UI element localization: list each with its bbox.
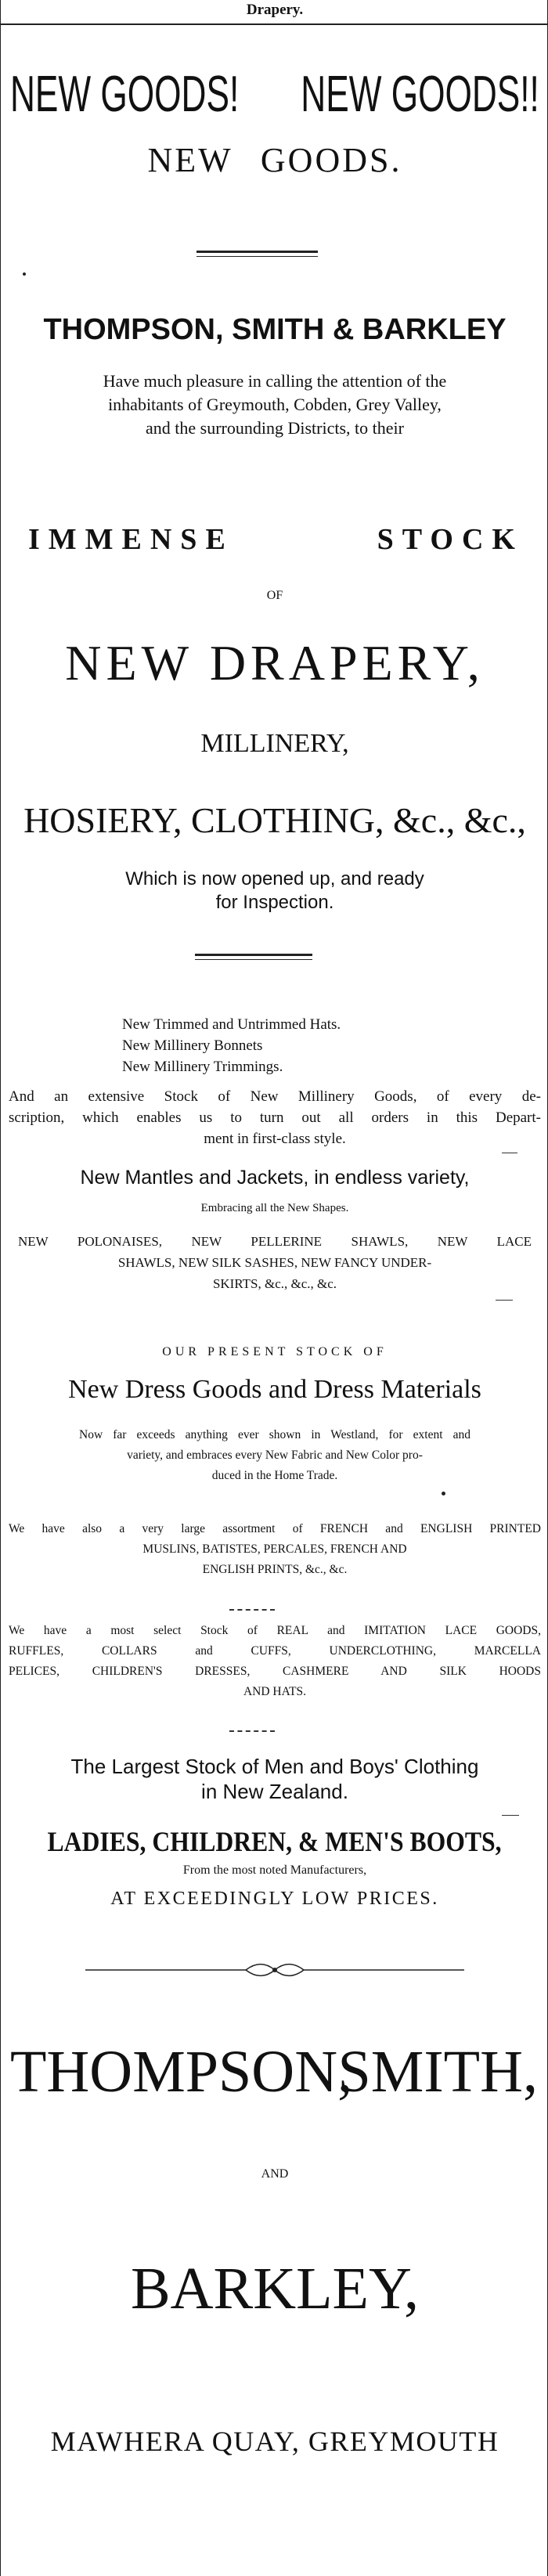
lace-line-2: RUFFLES, COLLARS and CUFFS, UNDERCLOTHING, MARCELLA [9,1644,541,1658]
thompson-heading: THOMPSON, [10,2039,353,2105]
clothing-line-2: in New Zealand. [201,1780,348,1803]
clothing-heading [1,1754,548,1804]
dress-description-line-1: Now far exceeds anything ever shown in Westland, for extent and [79,1428,470,1441]
hosiery-heading: HOSIERY, CLOTHING, &c., &c., [23,800,526,840]
short-rule [496,1300,513,1301]
polonaises-line-3: SKIRTS, &c., &c., &c. [212,1276,337,1291]
section-heading: Drapery. [246,2,304,18]
new-goods-heading-2: NEW GOODS!! [301,65,539,122]
mantles-heading: New Mantles and Jackets, in endless variety, [80,1167,470,1189]
short-rule [502,1815,519,1816]
opened-line-2: for Inspection. [215,892,334,913]
polonaises-line-1: NEW POLONAISES, NEW PELLERINE SHAWLS, NEW LACE [18,1234,532,1249]
intro-text [1,370,548,440]
lace-line-4: AND HATS. [243,1685,307,1698]
barkley-heading: BARKLEY, [130,2256,420,2322]
double-rule [195,954,312,960]
dress-description [79,1425,470,1486]
prints-line-2: MUSLINS, BATISTES, PERCALES, FRENCH AND [142,1542,407,1556]
dress-description-line-2: variety, and embraces every New Fabric and New Color pro- [127,1449,423,1462]
of-label: OF [266,589,283,602]
millinery-goods-line-1: And an extensive Stock of New Millinery Goods, of every de- [9,1088,541,1105]
polonaises-paragraph [18,1231,532,1294]
millinery-goods-paragraph [9,1086,541,1149]
prints-paragraph [9,1519,541,1580]
boots-heading: LADIES, CHILDREN, & MEN'S BOOTS, [47,1826,503,1857]
top-rule [1,23,548,25]
new-drapery-heading: NEW DRAPERY, [65,635,485,691]
intro-line-3: and the surrounding Districts, to their [146,418,404,438]
lace-line-1: We have a most select Stock of REAL and IMITATION LACE GOODS, [9,1624,541,1637]
prints-line-1: We have also a very large assortment of FRENCH and ENGLISH PRINTED [9,1522,541,1535]
hats-list-item: New Trimmed and Untrimmed Hats. [122,1016,341,1033]
firm-name: THOMPSON, SMITH & BARKLEY [43,313,507,346]
dress-goods-heading: New Dress Goods and Dress Materials [68,1375,481,1404]
opened-line-1: Which is now opened up, and ready [125,868,424,889]
immense-word: IMMENSE [28,523,234,556]
and-label: AND [261,2167,289,2181]
lace-paragraph [9,1621,541,1702]
address-line: MAWHERA QUAY, GREYMOUTH [50,2426,499,2457]
lace-line-3: PELICES, CHILDREN'S DRESSES, CASHMERE AND SILK HOODS [9,1665,541,1678]
millinery-heading: MILLINERY, [200,729,349,758]
speck [23,272,26,276]
thompson-smith-row [1,2036,548,2108]
present-stock-label: OUR PRESENT STOCK OF [162,1345,388,1358]
speck [442,1492,445,1495]
new-goods-row [1,63,548,125]
dress-description-line-3: duced in the Home Trade. [211,1469,338,1482]
hats-list [122,1014,341,1077]
immense-stock-row [1,523,548,562]
shapes-subheading: Embracing all the New Shapes. [200,1202,349,1214]
ornamental-rule [85,1961,464,1979]
low-prices-heading: AT EXCEEDINGLY LOW PRICES. [110,1889,439,1909]
millinery-goods-line-3: ment in first-class style. [204,1131,346,1147]
millinery-goods-line-2: scription, which enables us to turn out all orders in this Depart- [9,1109,541,1126]
double-rule [196,251,318,257]
new-goods-heading-3: NEW GOODS. [147,141,402,179]
hats-list-item: New Millinery Bonnets [122,1037,263,1054]
stock-word: STOCK [377,523,524,556]
opened-text [1,868,548,915]
polonaises-line-2: SHAWLS, NEW SILK SASHES, NEW FANCY UNDER- [117,1255,432,1270]
hats-list-item: New Millinery Trimmings. [122,1059,283,1075]
new-goods-heading-1: NEW GOODS! [10,65,240,122]
boots-row [1,1826,548,1859]
short-rule [229,1609,275,1611]
manufacturers-subheading: From the most noted Manufacturers, [182,1863,367,1877]
short-rule [229,1730,275,1732]
intro-line-1: Have much pleasure in calling the attention of the [103,371,447,391]
smith-heading: SMITH, [337,2039,538,2105]
prints-line-3: ENGLISH PRINTS, &c., &c. [202,1563,348,1576]
clothing-line-1: The Largest Stock of Men and Boys' Clothing [70,1755,479,1778]
intro-line-2: inhabitants of Greymouth, Cobden, Grey Valley, [108,395,442,414]
